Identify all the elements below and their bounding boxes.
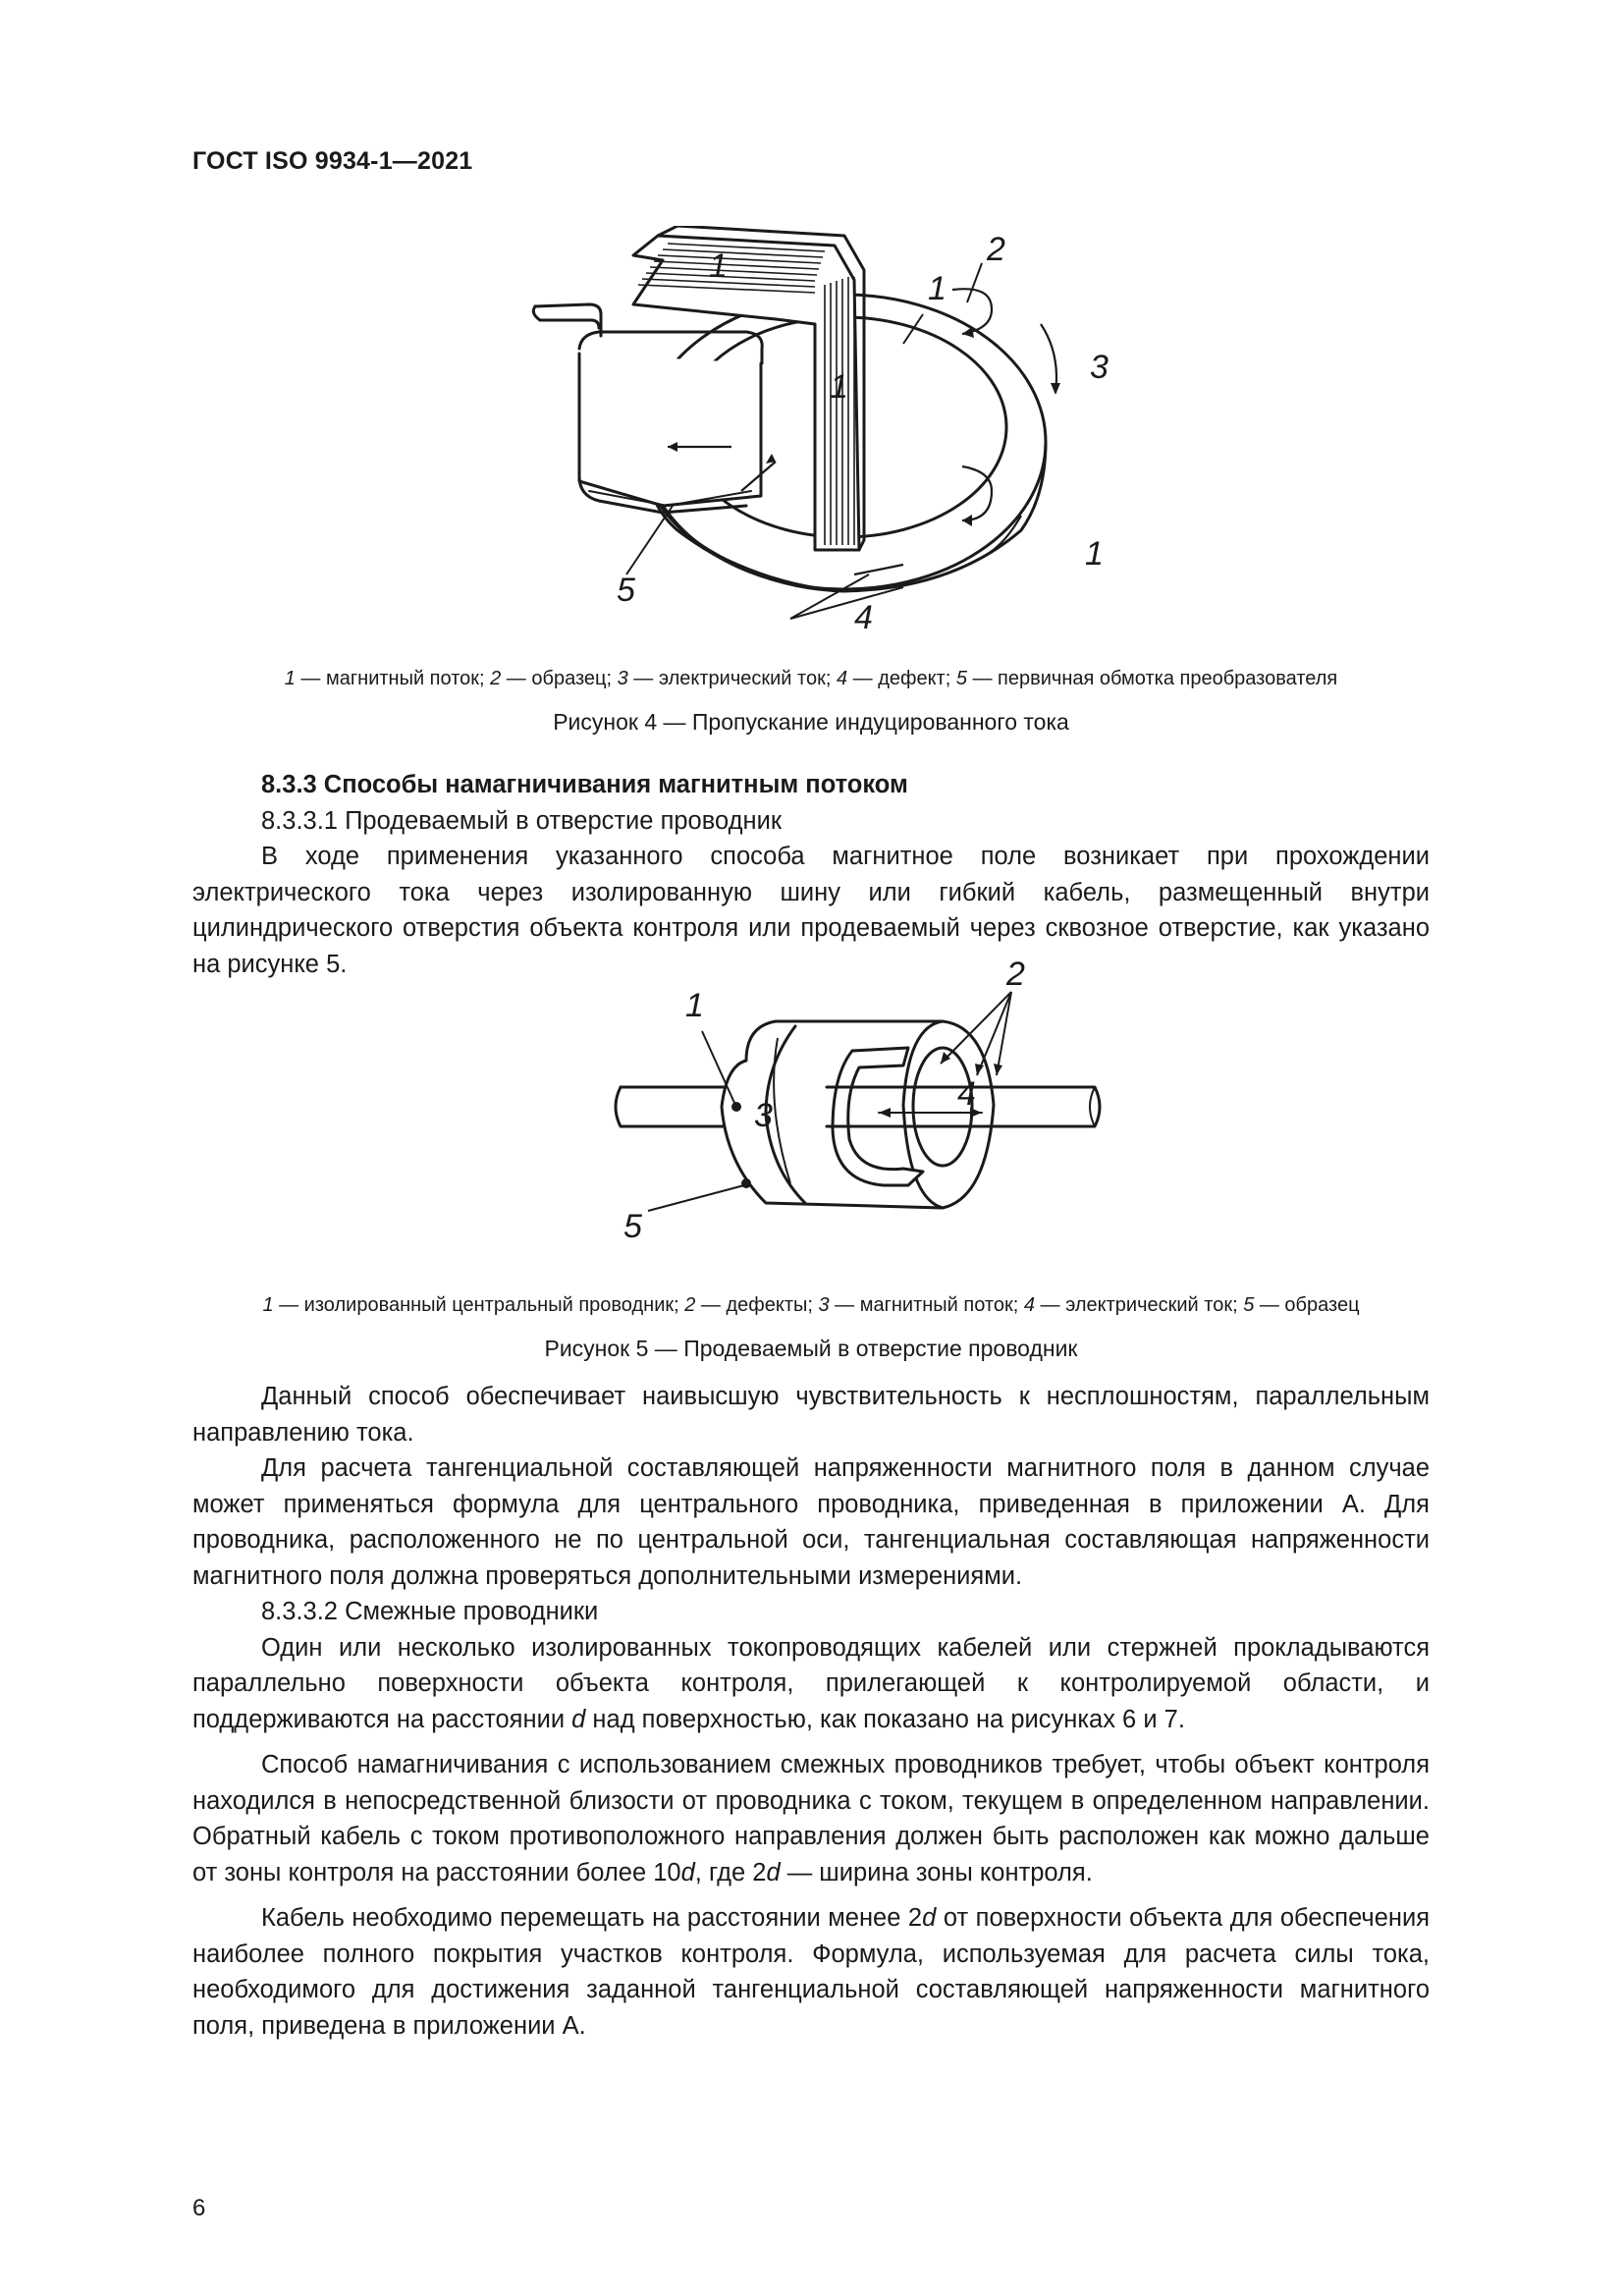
fig5-legend-text-2: — дефекты;: [695, 1294, 819, 1316]
paragraph-2: Данный способ обеспечивает наивысшую чувствительность к несплошностям, параллельным направлению тока.: [192, 1383, 1430, 1447]
fig5-legend-num-4: 4: [1023, 1294, 1035, 1316]
fig5-legend-text-4: — электрический ток;: [1034, 1294, 1244, 1316]
fig4-legend-num-2: 2: [490, 668, 502, 689]
fig4-legend-text-4: — дефект;: [847, 668, 956, 689]
figure-4-legend: [192, 668, 1430, 690]
figure-5-diagram: [609, 957, 1119, 1262]
figure-5-legend: [192, 1294, 1430, 1317]
fig4-legend-num-4: 4: [836, 668, 848, 689]
paragraph-1: В ходе применения указанного способа магнитное поле возникает при прохождении электрического тока через изолированную шину или гибкий кабель, размещенный внутри цилиндрического отверстия объекта контроля или продеваемый через сквозное отверстие, как указано на рисунке 5.: [192, 843, 1430, 978]
paragraph-6: Кабель необходимо перемещать на расстоянии менее 2d от поверхности объекта для обеспечения наиболее полного покрытия участков контроля. Формула, используемая для расчета силы тока, необходимого для достижения заданной тангенциальной составляющей напряженности магнитного поля, приведена в приложении А.: [192, 1904, 1431, 2040]
fig4-legend-text-3: — электрический ток;: [627, 668, 837, 689]
fig4-legend-num-5: 5: [955, 668, 967, 689]
lead-wire-2: [540, 320, 599, 328]
fig4-label-1a: 1: [709, 247, 728, 285]
paragraph-5: Способ намагничивания с использованием смежных проводников требует, чтобы объект контроля находился в непосредственной близости от проводника с током, текущем в определенном направлении. Обратный кабель с током противоположного направления должен быть расположен как можно дальше от зоны контроля на расстоянии более 10d, где 2d — ширина зоны контроля.: [192, 1751, 1430, 1886]
fig4-label-5: 5: [617, 572, 635, 609]
fig4-legend-text-2: — образец;: [501, 668, 618, 689]
fig5-label-4: 4: [957, 1075, 976, 1113]
figure-4-diagram: [530, 226, 1159, 648]
fig4-legend-text-1: — магнитный поток;: [295, 668, 491, 689]
subsection-8-3-3-1: 8.3.3.1 Продеваемый в отверстие проводник: [261, 806, 782, 835]
fig5-legend-text-1: — изолированный центральный проводник;: [273, 1294, 685, 1316]
paragraph-3: Для расчета тангенциальной составляющей напряженности магнитного поля в данном случае может применяться формула для центрального проводника, приведенная в приложении А. Для проводника, расположенного не по центральной оси, тангенциальная составляющая напряженности магнитного поля должна проверяться дополнительными измерениями.: [192, 1454, 1430, 1590]
figure-4-caption: Рисунок 4 — Пропускание индуцированного тока: [553, 709, 1069, 735]
fig5-legend-text-5: — образец: [1254, 1294, 1360, 1316]
fig5-label-3: 3: [754, 1097, 773, 1134]
fig5-legend-num-3: 3: [818, 1294, 830, 1316]
body-continued: [192, 1379, 1430, 2044]
page-number: 6: [192, 2195, 206, 2221]
central-conductor: [616, 1087, 731, 1126]
subsection-8-3-3-2: 8.3.3.2 Смежные проводники: [261, 1598, 599, 1625]
section-8-3-3-text: [192, 767, 1430, 982]
fig5-legend-num-2: 2: [684, 1294, 696, 1316]
paragraph-4: Один или несколько изолированных токопроводящих кабелей или стержней прокладываются параллельно поверхности объекта контроля, прилегающей к контролируемой области, и поддерживаются на расстоянии d над поверхностью, как показано на рисунках 6 и 7.: [192, 1633, 1430, 1733]
fig5-legend-num-1: 1: [262, 1294, 274, 1316]
section-heading: 8.3.3 Способы намагничивания магнитным потоком: [261, 771, 908, 798]
fig4-label-1d: 1: [1085, 535, 1104, 573]
fig4-label-3: 3: [1090, 349, 1109, 386]
fig4-label-2: 2: [987, 231, 1005, 268]
fig5-legend-text-3: — магнитный поток;: [829, 1294, 1024, 1316]
figure-5-caption: Рисунок 5 — Продеваемый в отверстие проводник: [544, 1336, 1078, 1361]
fig5-label-1: 1: [685, 987, 704, 1024]
fig4-label-1c: 1: [928, 270, 947, 307]
fig4-legend-num-3: 3: [617, 668, 628, 689]
fig5-legend-num-5: 5: [1243, 1294, 1255, 1316]
fig4-legend-text-5: — первичная обмотка преобразователя: [966, 668, 1338, 689]
fig4-legend-num-1: 1: [284, 668, 296, 689]
fig5-label-2: 2: [1006, 957, 1025, 993]
coil-box: [579, 354, 761, 506]
fig4-label-1b: 1: [830, 368, 848, 406]
document-header: ГОСТ ISO 9934-1—2021: [192, 147, 473, 175]
fig4-label-4: 4: [854, 599, 873, 636]
fig5-label-5: 5: [623, 1208, 642, 1245]
